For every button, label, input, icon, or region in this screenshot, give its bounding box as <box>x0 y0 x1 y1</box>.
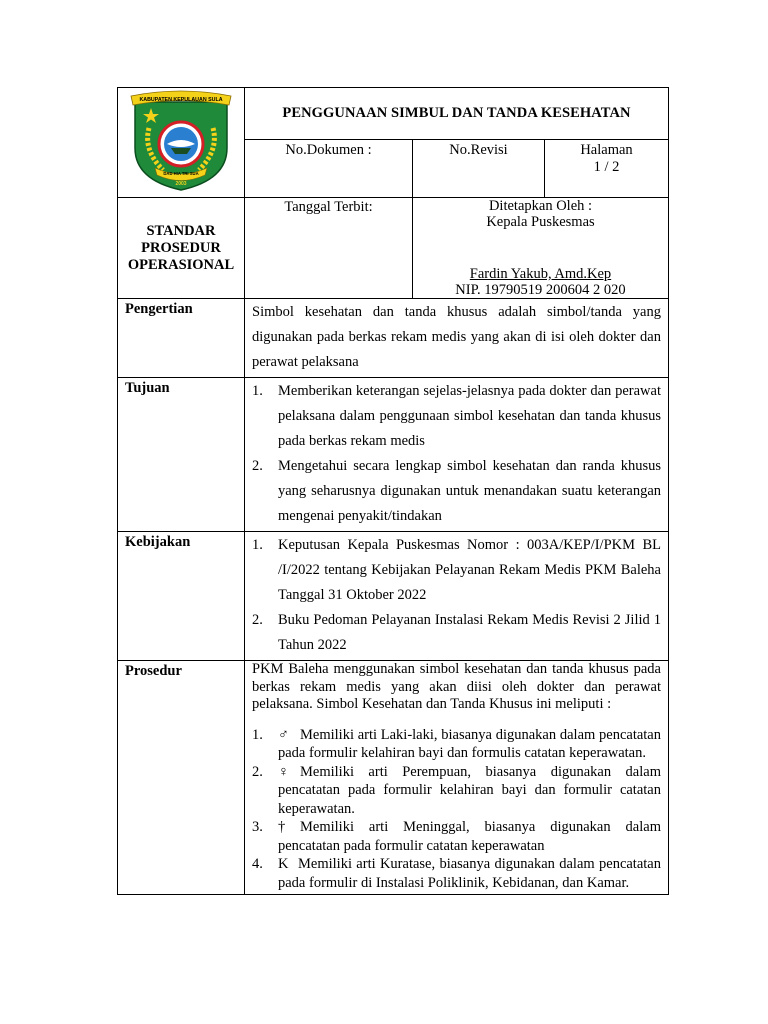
logo-motto-text: DAD HIA TRI SUA <box>163 171 199 176</box>
list-text: Memberikan keterangan sejelas-jelasnya pada dokter dan perawat pelaksana dalam penggunaan simbol kesehatan dan tanda khusus pada berkas rekam medis <box>278 383 661 449</box>
list-number: 1. <box>252 726 263 743</box>
jabatan: Kepala Puskesmas <box>486 214 595 230</box>
female-symbol-icon: ♀ <box>278 763 289 780</box>
list-text: Memiliki arti Meninggal, biasanya digunakan dalam pencatatan pada formulir catatan keperawatan <box>278 819 661 854</box>
sop-label-line: STANDAR <box>146 222 216 239</box>
prosedur-label: Prosedur <box>118 661 245 895</box>
no-dokumen-cell <box>245 139 413 197</box>
kebijakan-cell <box>245 532 669 661</box>
list-text: Memiliki arti Laki-laki, biasanya digunakan dalam pencatatan pada formulir kelahiran bayi dan formulis catatan keperawatan. <box>278 726 661 761</box>
prosedur-cell <box>245 661 669 895</box>
prosedur-intro: PKM Baleha menggunakan simbol kesehatan dan tanda khusus pada berkas rekam medis yang akan diisi oleh dokter dan perawat pelaksana. Simbol Kesehatan dan Tanda Khusus ini meliputi : <box>252 661 661 712</box>
regency-emblem-icon <box>129 88 233 192</box>
sop-label-line: PROSEDUR <box>141 239 221 256</box>
list-number: 1. <box>252 537 263 553</box>
no-dokumen-label: No.Dokumen : <box>285 141 372 158</box>
kebijakan-label: Kebijakan <box>118 532 245 661</box>
logo-year-text: 2003 <box>175 181 187 187</box>
tujuan-label: Tujuan <box>118 378 245 532</box>
pengertian-text: Simbol kesehatan dan tanda khusus adalah simbol/tanda yang digunakan pada berkas rekam medis yang akan di isi oleh dokter dan perawat pelaksana <box>245 299 669 378</box>
list-item <box>252 608 661 658</box>
list-item <box>252 818 661 855</box>
list-item <box>252 533 661 608</box>
list-number: 4. <box>252 856 263 872</box>
no-revisi-cell <box>413 139 545 197</box>
list-number: 3. <box>252 819 263 835</box>
signatory-name: Fardin Yakub, Amd.Kep <box>469 266 612 282</box>
tujuan-list <box>252 379 661 529</box>
sop-document <box>117 87 668 895</box>
list-text: Memiliki arti Perempuan, biasanya digunakan dalam pencatatan pada formulir kelahiran bayi dan formulir catatan keperawatan. <box>278 763 661 817</box>
list-text: Keputusan Kepala Puskesmas Nomor : 003A/KEP/I/PKM BL /I/2022 tentang Kebijakan Pelayanan Rekam Medis PKM Baleha Tanggal 31 Oktober 2022 <box>278 537 661 603</box>
tanggal-terbit-cell <box>245 198 413 299</box>
halaman-value: 1 / 2 <box>593 158 620 175</box>
halaman-label: Halaman <box>580 141 633 158</box>
list-text: Buku Pedoman Pelayanan Instalasi Rekam Medis Revisi 2 Jilid 1 Tahun 2022 <box>278 612 661 653</box>
logo-cell <box>118 88 245 198</box>
no-revisi-label: No.Revisi <box>449 141 508 158</box>
k-symbol-icon: K <box>278 856 289 872</box>
logo-banner-text: KABUPATEN KEPULAUAN SULA <box>139 97 223 103</box>
list-item <box>252 726 661 763</box>
prosedur-list <box>252 726 661 893</box>
male-symbol-icon: ♂ <box>278 726 289 743</box>
list-number: 2. <box>252 763 263 780</box>
list-item <box>252 454 661 529</box>
sop-label <box>118 198 245 299</box>
ditetapkan-cell <box>413 198 669 299</box>
sop-table <box>117 87 669 895</box>
tanggal-terbit-label: Tanggal Terbit: <box>284 199 373 215</box>
kebijakan-list <box>252 533 661 658</box>
tujuan-cell <box>245 378 669 532</box>
list-number: 2. <box>252 458 263 474</box>
list-number: 2. <box>252 612 263 628</box>
dagger-symbol-icon: † <box>278 819 286 835</box>
list-text: Mengetahui secara lengkap simbol kesehatan dan randa khusus yang seharusnya digunakan untuk menandakan suatu keterangan mengenai penyakit/tindakan <box>278 458 661 524</box>
ditetapkan-label: Ditetapkan Oleh : <box>488 198 593 214</box>
document-title: PENGGUNAAN SIMBUL DAN TANDA KESEHATAN <box>245 88 669 140</box>
list-item <box>252 379 661 454</box>
list-item <box>252 763 661 819</box>
signatory-nip: NIP. 19790519 200604 2 020 <box>455 282 626 298</box>
halaman-cell <box>545 139 669 197</box>
pengertian-label: Pengertian <box>118 299 245 378</box>
list-number: 1. <box>252 383 263 399</box>
list-item <box>252 855 661 892</box>
list-text: Memiliki arti Kuratase, biasanya digunakan dalam pencatatan pada formulir di Instalasi Poliklinik, Kebidanan, dan Kamar. <box>278 856 661 891</box>
sop-label-line: OPERASIONAL <box>127 256 235 273</box>
